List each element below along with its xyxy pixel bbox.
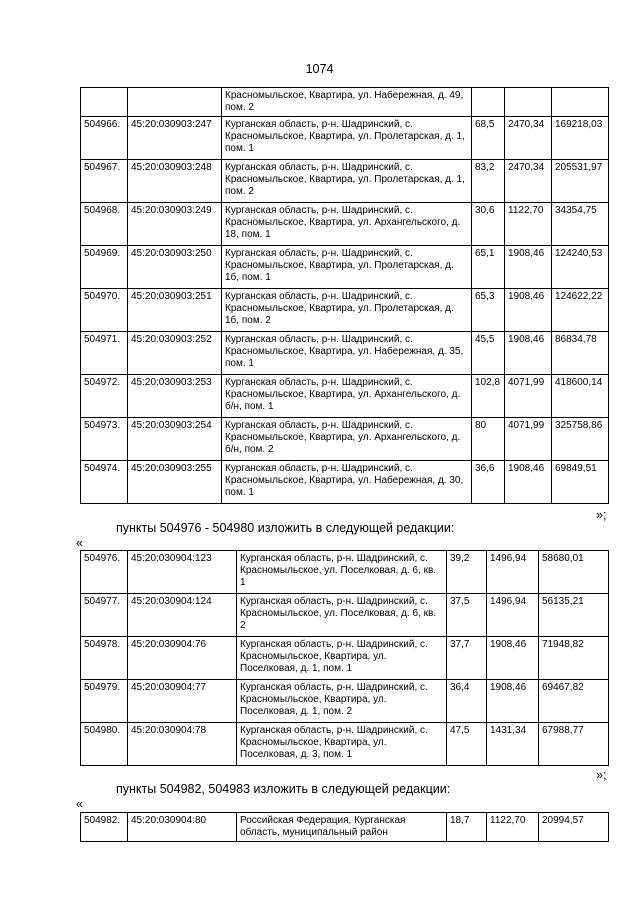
cadastral-rate-cell: 1908,46 — [487, 680, 539, 723]
address-cell: Курганская область, р-н. Шадринский, с. Красномыльское, Квартира, ул. Пролетарская, д. 1, пом. 2 — [222, 160, 472, 203]
item-number-cell: 504978. — [81, 637, 128, 680]
item-number-cell: 504973. — [81, 418, 128, 461]
cadastral-value-cell: 124622,22 — [552, 289, 609, 332]
table-row — [81, 418, 609, 461]
cadastral-number-cell: 45:20:030904:80 — [128, 813, 237, 842]
cadastral-number-cell: 45:20:030903:252 — [128, 332, 222, 375]
cadastral-rate-cell: 4071,99 — [505, 375, 552, 418]
cadastral-number-cell: 45:20:030903:249 — [128, 203, 222, 246]
closing-quote: »; — [596, 508, 607, 522]
property-table-3 — [80, 812, 609, 842]
cadastral-number-cell: 45:20:030903:254 — [128, 418, 222, 461]
cadastral-rate-cell: 1122,70 — [505, 203, 552, 246]
area-cell: 102,8 — [472, 375, 505, 418]
property-table-2 — [80, 550, 609, 766]
cadastral-value-cell: 124240,53 — [552, 246, 609, 289]
table-row — [81, 551, 609, 594]
cadastral-value-cell: 325758,86 — [552, 418, 609, 461]
area-cell: 45,5 — [472, 332, 505, 375]
address-cell: Курганская область, р-н. Шадринский, с. Красномыльское, Квартира, ул. Пролетарская, д. 1б, пом. 2 — [222, 289, 472, 332]
cadastral-rate-cell: 1496,94 — [487, 551, 539, 594]
area-cell: 47,5 — [447, 723, 487, 766]
area-cell: 68,5 — [472, 117, 505, 160]
area-cell: 36,4 — [447, 680, 487, 723]
cadastral-rate-cell — [505, 88, 552, 117]
opening-quote: « — [76, 536, 83, 550]
table-row — [81, 594, 609, 637]
address-cell: Красномыльское, Квартира, ул. Набережная, д. 49, пом. 2 — [222, 88, 472, 117]
table-row — [81, 461, 609, 504]
table-row — [81, 246, 609, 289]
address-cell: Курганская область, р-н. Шадринский, с. Красномыльское, ул. Поселковая, д. 6, кв. 1 — [237, 551, 447, 594]
property-table-1 — [80, 87, 609, 504]
area-cell: 37,7 — [447, 637, 487, 680]
cadastral-value-cell — [552, 88, 609, 117]
item-number-cell: 504969. — [81, 246, 128, 289]
instruction-text: пункты 504982, 504983 изложить в следующей редакции: — [116, 782, 451, 796]
area-cell: 83,2 — [472, 160, 505, 203]
address-cell: Курганская область, р-н. Шадринский, с. Красномыльское, Квартира, ул. Архангельского, д. б/н, пом. 1 — [222, 375, 472, 418]
cadastral-value-cell: 69849,51 — [552, 461, 609, 504]
cadastral-number-cell: 45:20:030904:76 — [128, 637, 237, 680]
cadastral-rate-cell: 1908,46 — [487, 637, 539, 680]
cadastral-value-cell: 71948,82 — [539, 637, 609, 680]
area-cell: 37,5 — [447, 594, 487, 637]
area-cell: 65,1 — [472, 246, 505, 289]
cadastral-value-cell: 58680,01 — [539, 551, 609, 594]
area-cell: 39,2 — [447, 551, 487, 594]
table-row — [81, 680, 609, 723]
table-row — [81, 117, 609, 160]
item-number-cell: 504980. — [81, 723, 128, 766]
area-cell: 65,3 — [472, 289, 505, 332]
item-number-cell: 504971. — [81, 332, 128, 375]
address-cell: Курганская область, р-н. Шадринский, с. Красномыльское, Квартира, ул. Пролетарская, д. 1б, пом. 1 — [222, 246, 472, 289]
cadastral-value-cell: 20994,57 — [539, 813, 609, 842]
item-number-cell: 504967. — [81, 160, 128, 203]
instruction-text: пункты 504976 - 504980 изложить в следующей редакции: — [116, 521, 455, 535]
cadastral-rate-cell: 2470,34 — [505, 117, 552, 160]
cadastral-number-cell: 45:20:030904:78 — [128, 723, 237, 766]
cadastral-number-cell: 45:20:030903:247 — [128, 117, 222, 160]
cadastral-number-cell: 45:20:030903:250 — [128, 246, 222, 289]
table-row — [81, 637, 609, 680]
cadastral-value-cell: 34354,75 — [552, 203, 609, 246]
item-number-cell: 504982. — [81, 813, 128, 842]
item-number-cell: 504966. — [81, 117, 128, 160]
cadastral-value-cell: 169218,03 — [552, 117, 609, 160]
cadastral-rate-cell: 4071,99 — [505, 418, 552, 461]
area-cell: 80 — [472, 418, 505, 461]
opening-quote: « — [76, 797, 83, 811]
item-number-cell — [81, 88, 128, 117]
item-number-cell: 504970. — [81, 289, 128, 332]
address-cell: Курганская область, р-н. Шадринский, с. Красномыльское, Квартира, ул. Поселковая, д. 1, пом. 1 — [237, 637, 447, 680]
cadastral-value-cell: 205531,97 — [552, 160, 609, 203]
item-number-cell: 504979. — [81, 680, 128, 723]
cadastral-number-cell: 45:20:030904:77 — [128, 680, 237, 723]
area-cell: 36,6 — [472, 461, 505, 504]
area-cell: 18,7 — [447, 813, 487, 842]
cadastral-rate-cell: 1908,46 — [505, 332, 552, 375]
cadastral-rate-cell: 1908,46 — [505, 289, 552, 332]
cadastral-value-cell: 418600,14 — [552, 375, 609, 418]
cadastral-number-cell: 45:20:030903:253 — [128, 375, 222, 418]
table-row — [81, 723, 609, 766]
table-row — [81, 813, 609, 842]
page-number: 1074 — [305, 62, 334, 76]
address-cell: Курганская область, р-н. Шадринский, с. Красномыльское, Квартира, ул. Набережная, д. 30, пом. 1 — [222, 461, 472, 504]
address-cell: Курганская область, р-н. Шадринский, с. Красномыльское, Квартира, ул. Архангельского, д. б/н, пом. 2 — [222, 418, 472, 461]
cadastral-number-cell: 45:20:030904:123 — [128, 551, 237, 594]
address-cell: Курганская область, р-н. Шадринский, с. Красномыльское, Квартира, ул. Поселковая, д. 3, пом. 1 — [237, 723, 447, 766]
table-row — [81, 203, 609, 246]
address-cell: Курганская область, р-н. Шадринский, с. Красномыльское, ул. Поселковая, д. 6, кв. 2 — [237, 594, 447, 637]
cadastral-rate-cell: 1122,70 — [487, 813, 539, 842]
address-cell: Российская Федерация, Курганская область, муниципальный район — [237, 813, 447, 842]
cadastral-rate-cell: 1908,46 — [505, 461, 552, 504]
table-row — [81, 375, 609, 418]
cadastral-number-cell: 45:20:030904:124 — [128, 594, 237, 637]
item-number-cell: 504977. — [81, 594, 128, 637]
area-cell — [472, 88, 505, 117]
address-cell: Курганская область, р-н. Шадринский, с. Красномыльское, Квартира, ул. Набережная, д. 35, пом. 1 — [222, 332, 472, 375]
cadastral-number-cell: 45:20:030903:248 — [128, 160, 222, 203]
cadastral-value-cell: 86834,78 — [552, 332, 609, 375]
cadastral-number-cell: 45:20:030903:251 — [128, 289, 222, 332]
table-row — [81, 88, 609, 117]
item-number-cell: 504968. — [81, 203, 128, 246]
cadastral-rate-cell: 1431,34 — [487, 723, 539, 766]
address-cell: Курганская область, р-н. Шадринский, с. Красномыльское, Квартира, ул. Поселковая, д. 1, пом. 2 — [237, 680, 447, 723]
address-cell: Курганская область, р-н. Шадринский, с. Красномыльское, Квартира, ул. Пролетарская, д. 1, пом. 1 — [222, 117, 472, 160]
table-row — [81, 289, 609, 332]
cadastral-value-cell: 67988,77 — [539, 723, 609, 766]
cadastral-rate-cell: 2470,34 — [505, 160, 552, 203]
cadastral-number-cell: 45:20:030903:255 — [128, 461, 222, 504]
item-number-cell: 504976. — [81, 551, 128, 594]
closing-quote: »; — [596, 768, 607, 782]
cadastral-number-cell — [128, 88, 222, 117]
table-row — [81, 160, 609, 203]
cadastral-value-cell: 69467,82 — [539, 680, 609, 723]
item-number-cell: 504972. — [81, 375, 128, 418]
item-number-cell: 504974. — [81, 461, 128, 504]
area-cell: 30,6 — [472, 203, 505, 246]
address-cell: Курганская область, р-н. Шадринский, с. Красномыльское, Квартира, ул. Архангельского, д. 18, пом. 1 — [222, 203, 472, 246]
cadastral-rate-cell: 1496,94 — [487, 594, 539, 637]
cadastral-rate-cell: 1908,46 — [505, 246, 552, 289]
table-row — [81, 332, 609, 375]
cadastral-value-cell: 56135,21 — [539, 594, 609, 637]
